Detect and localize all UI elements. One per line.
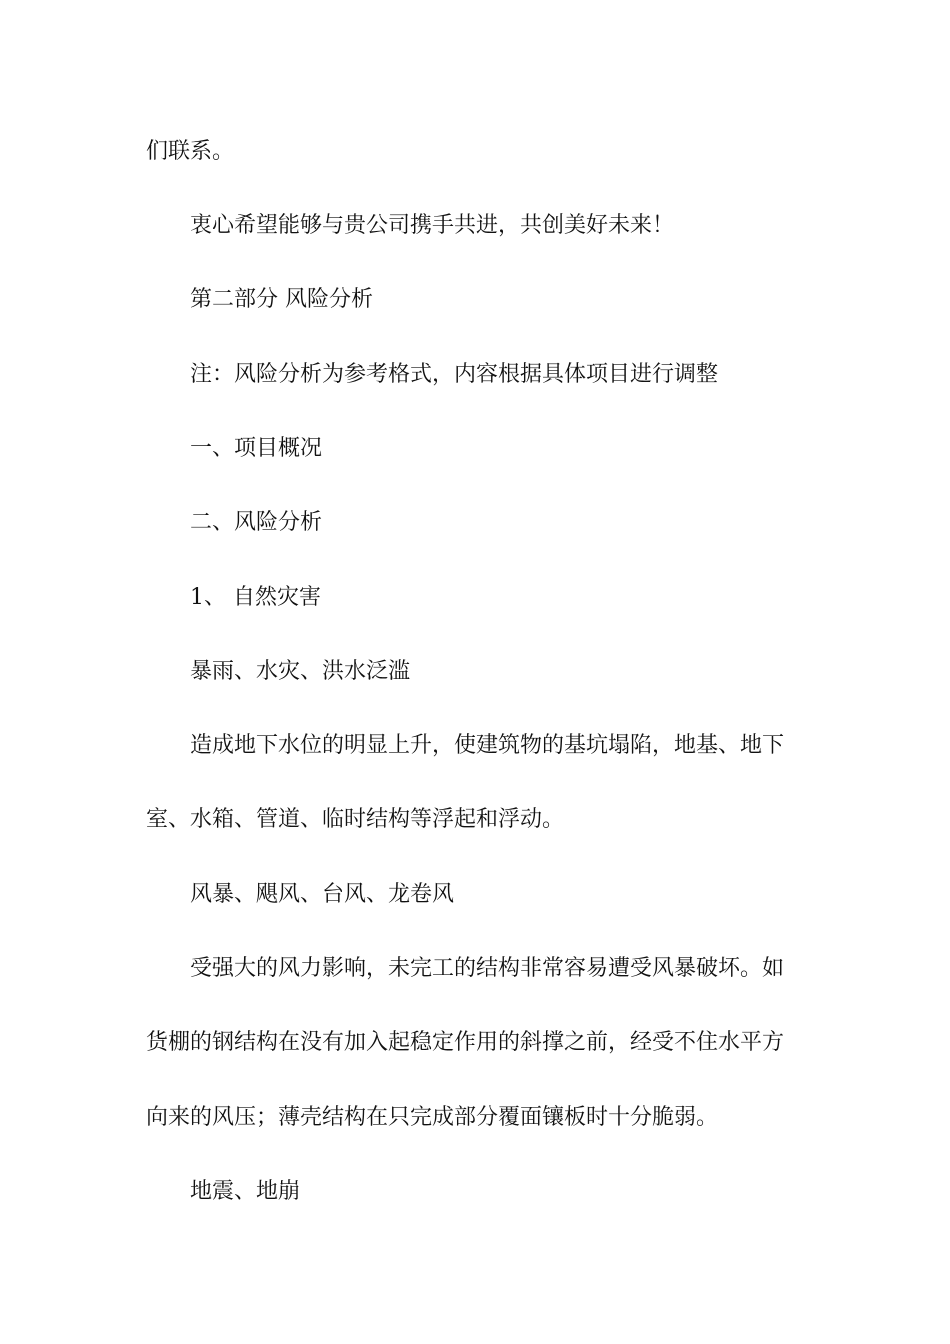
text-line: 室、水箱、管道、临时结构等浮起和浮动。 <box>146 807 565 832</box>
text-line: 暴雨、水灾、洪水泛滥 <box>190 659 411 684</box>
text-line: 衷心希望能够与贵公司携手共进，共创美好未来！ <box>190 213 675 238</box>
text-line: 受强大的风力影响，未完工的结构非常容易遭受风暴破坏。如 <box>190 956 785 981</box>
section-heading: 第二部分 风险分析 <box>190 287 373 312</box>
text-line: 们联系。 <box>146 139 235 164</box>
subsection-heading: 一、项目概况 <box>190 436 323 461</box>
subsection-heading: 二、风险分析 <box>190 510 323 535</box>
list-item-heading: 1、 自然灾害 <box>190 585 321 610</box>
text-line: 造成地下水位的明显上升，使建筑物的基坑塌陷，地基、地下 <box>190 733 785 758</box>
text-line: 风暴、飓风、台风、龙卷风 <box>190 882 455 907</box>
text-line: 地震、地崩 <box>190 1179 301 1204</box>
text-line: 货棚的钢结构在没有加入起稳定作用的斜撑之前，经受不住水平方 <box>146 1030 785 1055</box>
text-line: 注：风险分析为参考格式，内容根据具体项目进行调整 <box>190 362 719 387</box>
text-line: 向来的风压；薄壳结构在只完成部分覆面镶板时十分脆弱。 <box>146 1105 719 1130</box>
